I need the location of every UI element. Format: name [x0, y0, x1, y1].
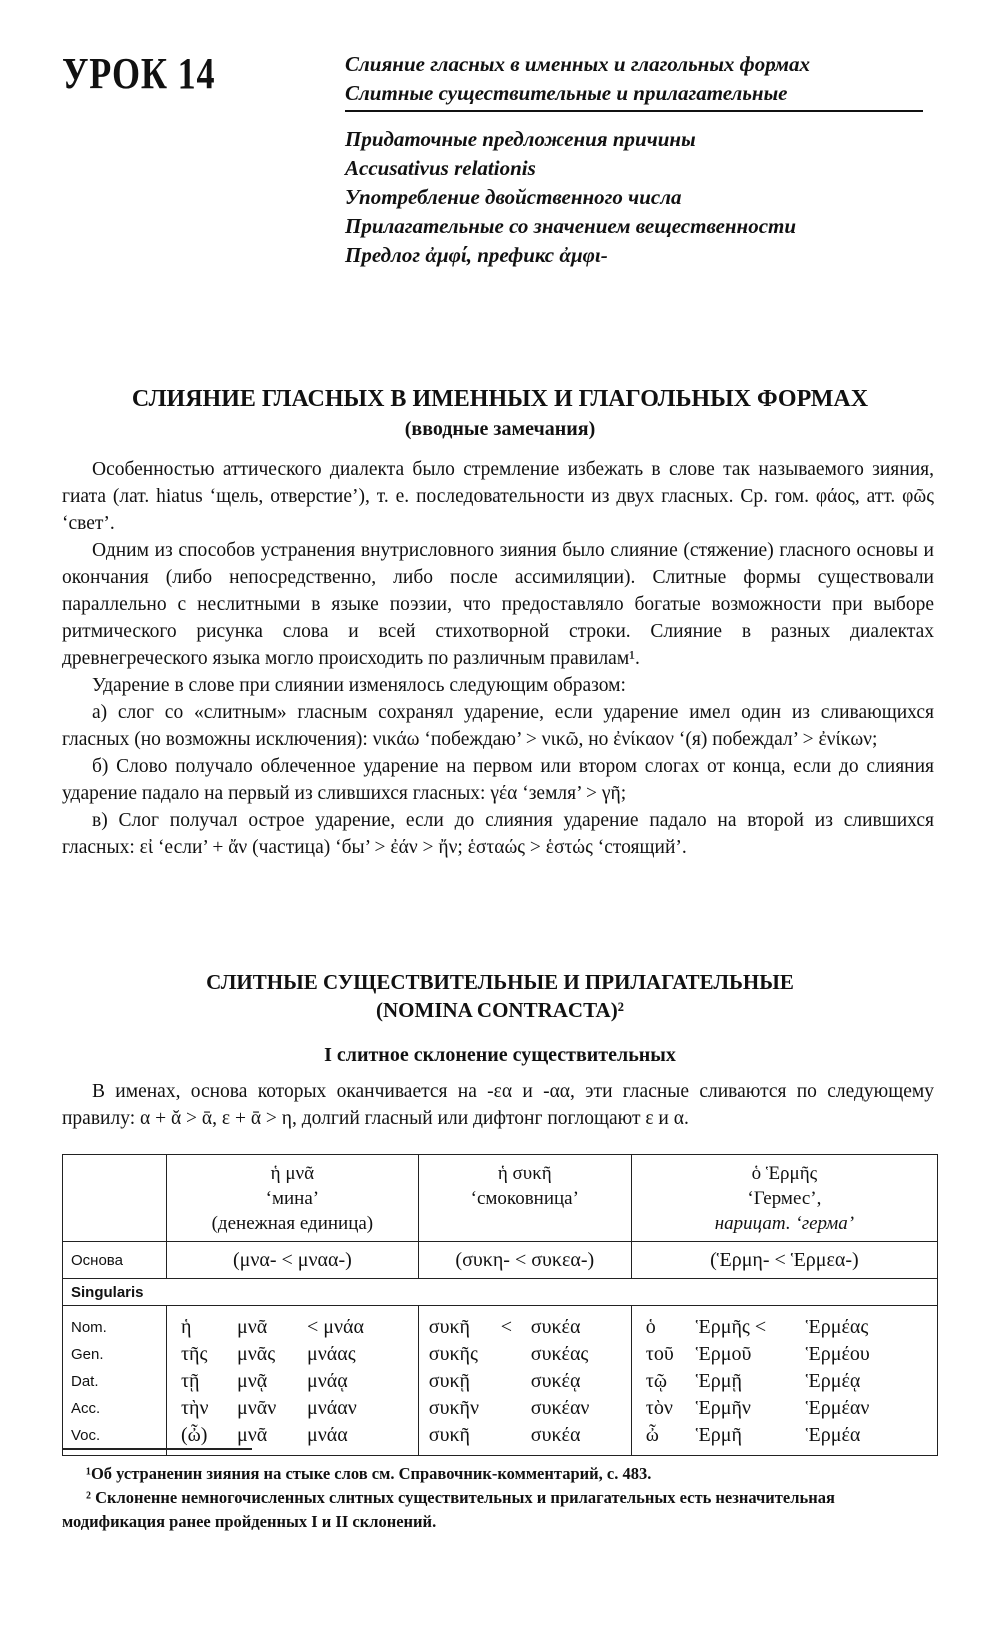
section-body — [62, 456, 934, 861]
case-label: Acc. — [71, 1400, 101, 1417]
paragraph: а) слог со «слитным» гласным сохранял ударение, если ударение имел один из сливающихся гласных (но возможны исключения): νικάω ‘побеждаю’ > νικῶ, но ἐνίκαον ‘(я) побеждал’ > ἐνίκων; — [62, 702, 934, 750]
case-label: Gen. — [71, 1346, 104, 1363]
section-body — [62, 1078, 934, 1132]
column-header-syke: ἡ συκῆ ‘смоковница’ — [418, 1155, 631, 1242]
base-mna: (μνα- < μναα-) — [166, 1242, 418, 1279]
topic-line: Слитные существительные и прилагательные — [345, 81, 788, 105]
section-subheading: (NOMINA CONTRACTA)² — [376, 998, 624, 1022]
forms-mna: ἡ μνᾶ < μνάα τῆς μνᾶς μνάας τῇ μνᾷ μνάᾳ τὴν μνᾶν μνάαν (ὦ) μνᾶ μνάα — [166, 1306, 418, 1456]
paragraph: в) Слог получал острое ударение, если до слияния ударение падало на второй из слившихся гласных: εἰ ‘если’ + ἄν (частица) ‘бы’ > ἐάν > ἤν; ἑσταώς > ἑστώς ‘стоящий’. — [62, 810, 934, 858]
forms-hermes: ὁ Ἑρμῆς < Ἑρμέας τοῦ Ἑρμοῦ Ἑρμέου τῷ Ἑρμῇ Ἑρμέᾳ τὸν Ἑρμῆν Ἑρμέαν ὦ Ἑρμῆ Ἑρμέα — [631, 1306, 937, 1456]
topic-line: Предлог ἀμφί, префикс ἀμφι- — [345, 243, 608, 267]
footnote: ¹Об устраненин зияния на стыке слов см. Справочник-комментарий, с. 483. — [86, 1464, 652, 1483]
topic-line: Прилагательные со значением вещественности — [345, 214, 797, 238]
section-heading: СЛИЯНИЕ ГЛАСНЫХ В ИМЕННЫХ И ГЛАГОЛЬНЫХ ФОРМАХ — [131, 386, 869, 412]
paragraph: В именах, основа которых оканчивается на -εα и -αα, эти гласные сливаются по следующему правилу: α + ᾰ > ᾱ, ε + ᾱ > η, долгий гласный или дифтонг поглощают ε и α. — [62, 1081, 934, 1129]
base-hermes: (Ἑρμη- < Ἑρμεα-) — [631, 1242, 937, 1279]
lesson-title: УРОК 14 — [62, 49, 216, 98]
footnote-continuation: модификация ранее пройденных I и II склонений. — [62, 1512, 437, 1531]
paragraph: Ударение в слове при слиянии изменялось следующим образом: — [92, 675, 626, 696]
lesson-topics-main — [345, 50, 925, 108]
table-row-base — [63, 1242, 938, 1279]
lesson-topics-extra — [345, 125, 925, 270]
topic-line: Accusativus relationis — [345, 156, 536, 180]
topic-line: Слияние гласных в именных и глагольных формах — [345, 52, 811, 76]
section-subheading: (вводные замечания) — [404, 418, 596, 440]
footnote: ² Склоненне немногочисленных слнтных существительных и прилагательных есть незначительная — [86, 1488, 835, 1507]
paragraph: Особенностью аттического диалекта было стремление избежать в слове так называемого зияния, гиата (лат. hiatus ‘щель, отверстие’), т. е. последовательности из двух гласных. Ср. гом. φάος, атт. φῶς ‘свет’. — [62, 459, 934, 534]
case-labels — [63, 1306, 167, 1456]
column-header-mna: ἡ μνᾶ ‘мина’ (денежная единица) — [166, 1155, 418, 1242]
footnotes — [62, 1462, 942, 1534]
table-row-number — [63, 1279, 938, 1306]
base-label: Основа — [63, 1242, 167, 1279]
table-row-forms — [63, 1306, 938, 1456]
subsection-heading: I слитное склонение существительных — [324, 1044, 676, 1066]
case-label: Voc. — [71, 1427, 101, 1444]
case-label: Dat. — [71, 1373, 99, 1390]
footnote-divider — [62, 1448, 252, 1450]
paragraph: б) Слово получало облеченное ударение на первом или втором слогах от конца, если до слияния ударение падало на первый из слившихся гласных: γέα ‘земля’ > γῆ; — [62, 756, 934, 804]
section-heading: СЛИТНЫЕ СУЩЕСТВИТЕЛЬНЫЕ И ПРИЛАГАТЕЛЬНЫЕ — [206, 970, 794, 994]
table-header-row — [63, 1155, 938, 1242]
table-corner-cell — [63, 1155, 167, 1242]
paragraph: Одним из способов устранения внутрисловного зияния было слияние (стяжение) гласного основы и окончания (либо непосредственно, либо после ассимиляции). Слитные формы существовали параллельно с неслитными в языке поэзии, что предоставляло богатые возможности при выборе ритмического рисунка слова и всей стихотворной строки. Слияние в разных диалектах древнегреческого языка могло происходить по различным правилам¹. — [62, 540, 934, 669]
number-label: Singularis — [63, 1279, 938, 1306]
case-label: Nom. — [71, 1319, 107, 1336]
base-syke: (συκη- < συκεα-) — [418, 1242, 631, 1279]
header-divider — [345, 110, 923, 112]
topic-line: Придаточные предложения причины — [345, 127, 696, 151]
forms-syke: συκῆ < συκέα συκῆς συκέας συκῇ συκέᾳ συκῆν συκέαν συκῆ συκέα — [418, 1306, 631, 1456]
topic-line: Употребление двойственного числа — [345, 185, 682, 209]
declension-table — [62, 1154, 938, 1456]
column-header-hermes: ὁ Ἑρμῆς ‘Гермес’, нарицат. ‘герма’ — [631, 1155, 937, 1242]
